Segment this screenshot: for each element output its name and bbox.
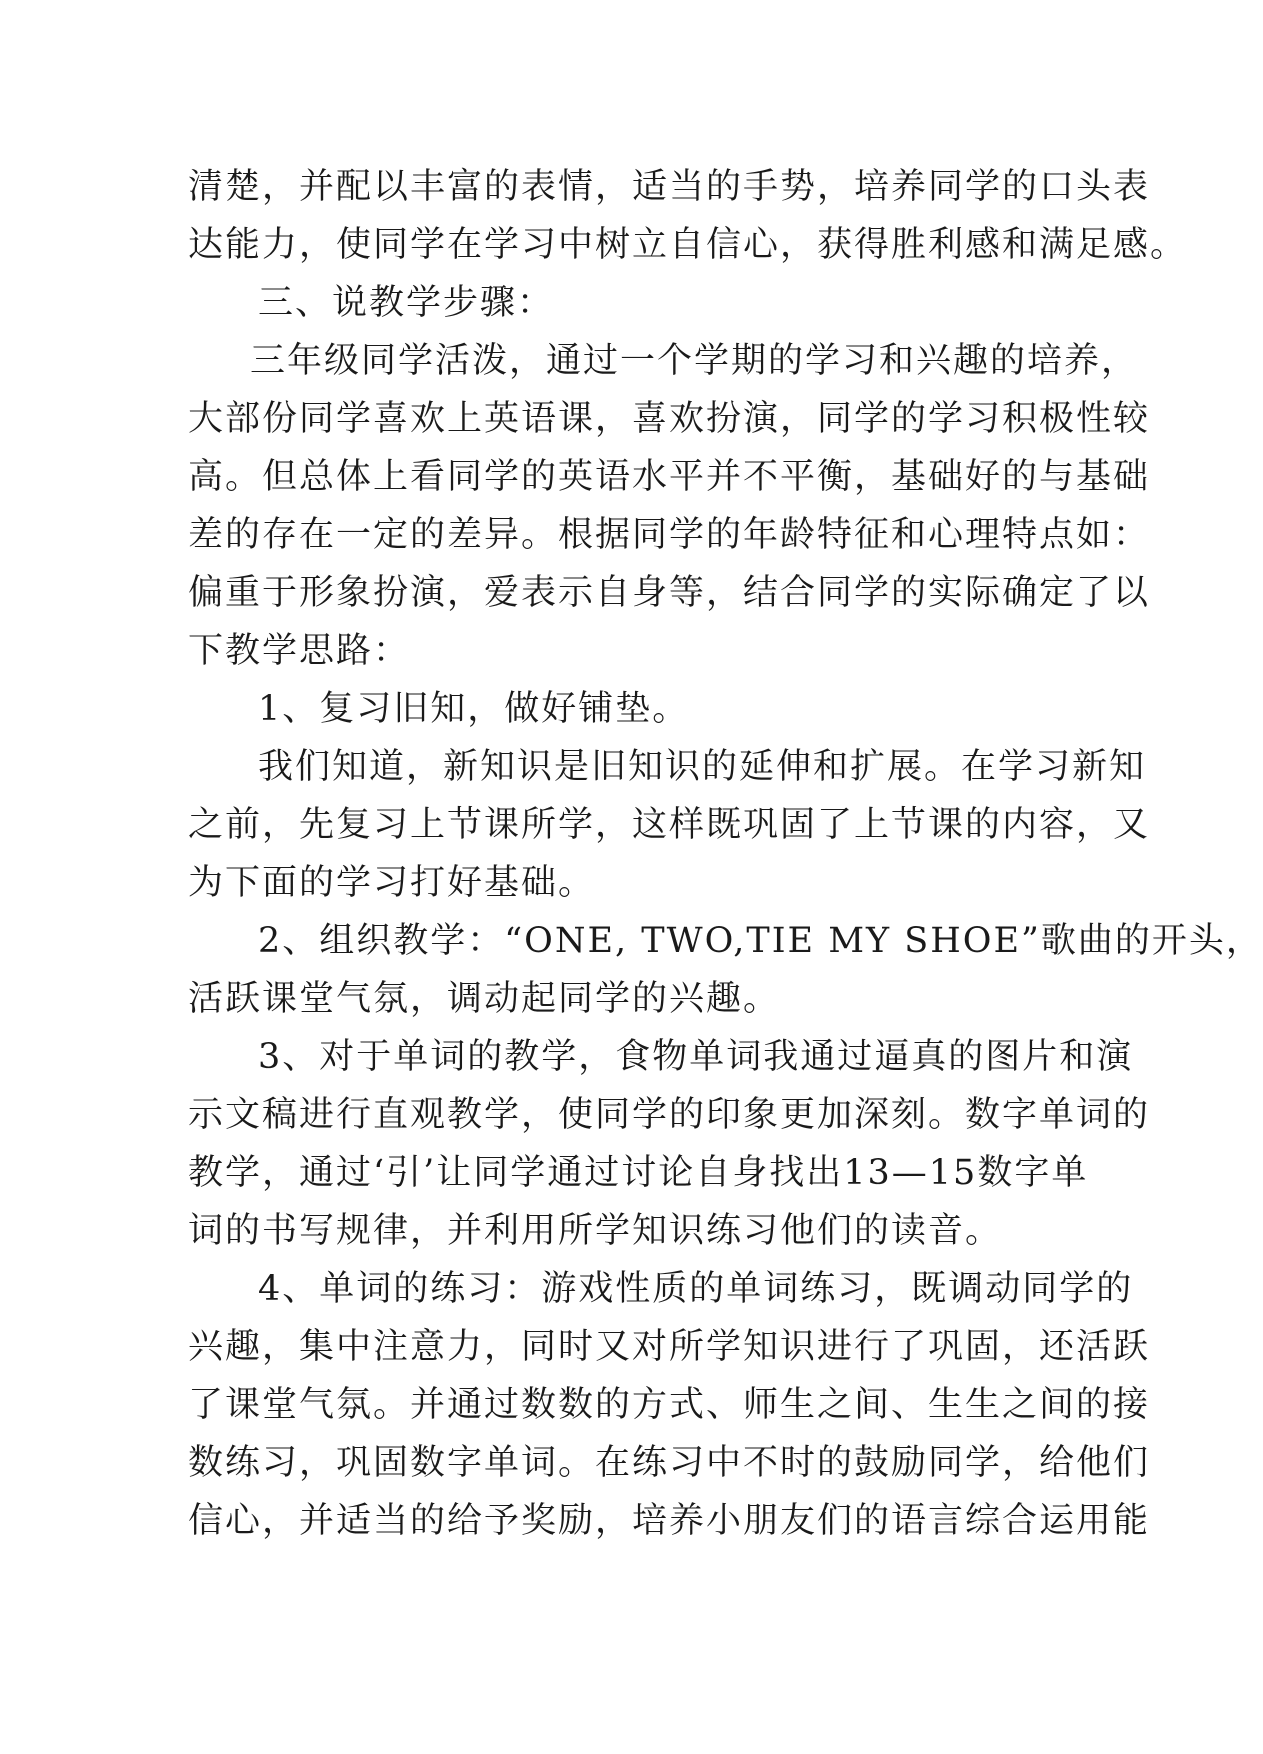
text-line: 词的书写规律，并利用所学知识练习他们的读音。 xyxy=(188,1211,1003,1251)
text-line: 达能力，使同学在学习中树立自信心，获得胜利感和满足感。 xyxy=(188,225,1188,265)
text-line: 数练习，巩固数字单词。在练习中不时的鼓励同学，给他们 xyxy=(188,1443,1151,1483)
text-line: 我们知道，新知识是旧知识的延伸和扩展。在学习新知 xyxy=(258,747,1147,787)
text-line: 了课堂气氛。并通过数数的方式、师生之间、生生之间的接 xyxy=(188,1385,1151,1425)
text-line: 教学，通过‘引’让同学通过讨论自身找出13—15数字单 xyxy=(188,1153,1089,1193)
text-line: 之前，先复习上节课所学，这样既巩固了上节课的内容，又 xyxy=(188,805,1151,845)
document-body xyxy=(188,158,1263,1550)
list-item-heading: 2、组织教学：“ONE, TWO,TIE MY SHOE”歌曲的开头， xyxy=(258,921,1263,961)
text-line: 高。但总体上看同学的英语水平并不平衡，基础好的与基础 xyxy=(188,457,1151,497)
text-line: 下教学思路： xyxy=(188,631,411,671)
list-item-heading: 3、对于单词的教学，食物单词我通过逼真的图片和演 xyxy=(258,1037,1134,1077)
text-line: 兴趣，集中注意力，同时又对所学知识进行了巩固，还活跃 xyxy=(188,1327,1151,1367)
text-line: 为下面的学习打好基础。 xyxy=(188,863,596,903)
list-item-heading: 4、单词的练习：游戏性质的单词练习，既调动同学的 xyxy=(258,1269,1134,1309)
text-line: 活跃课堂气氛，调动起同学的兴趣。 xyxy=(188,979,781,1019)
text-line: 三年级同学活泼，通过一个学期的学习和兴趣的培养， xyxy=(250,341,1139,381)
text-line: 大部份同学喜欢上英语课，喜欢扮演，同学的学习积极性较 xyxy=(188,399,1151,439)
section-heading: 三、说教学步骤： xyxy=(258,283,555,323)
text-line: 信心，并适当的给予奖励，培养小朋友们的语言综合运用能 xyxy=(188,1501,1151,1541)
text-line: 示文稿进行直观教学，使同学的印象更加深刻。数字单词的 xyxy=(188,1095,1151,1135)
text-line: 差的存在一定的差异。根据同学的年龄特征和心理特点如： xyxy=(188,515,1151,555)
list-item-heading: 1、复习旧知，做好铺垫。 xyxy=(258,689,690,729)
text-line: 清楚，并配以丰富的表情，适当的手势，培养同学的口头表 xyxy=(188,167,1151,207)
text-line: 偏重于形象扮演，爱表示自身等，结合同学的实际确定了以 xyxy=(188,573,1151,613)
